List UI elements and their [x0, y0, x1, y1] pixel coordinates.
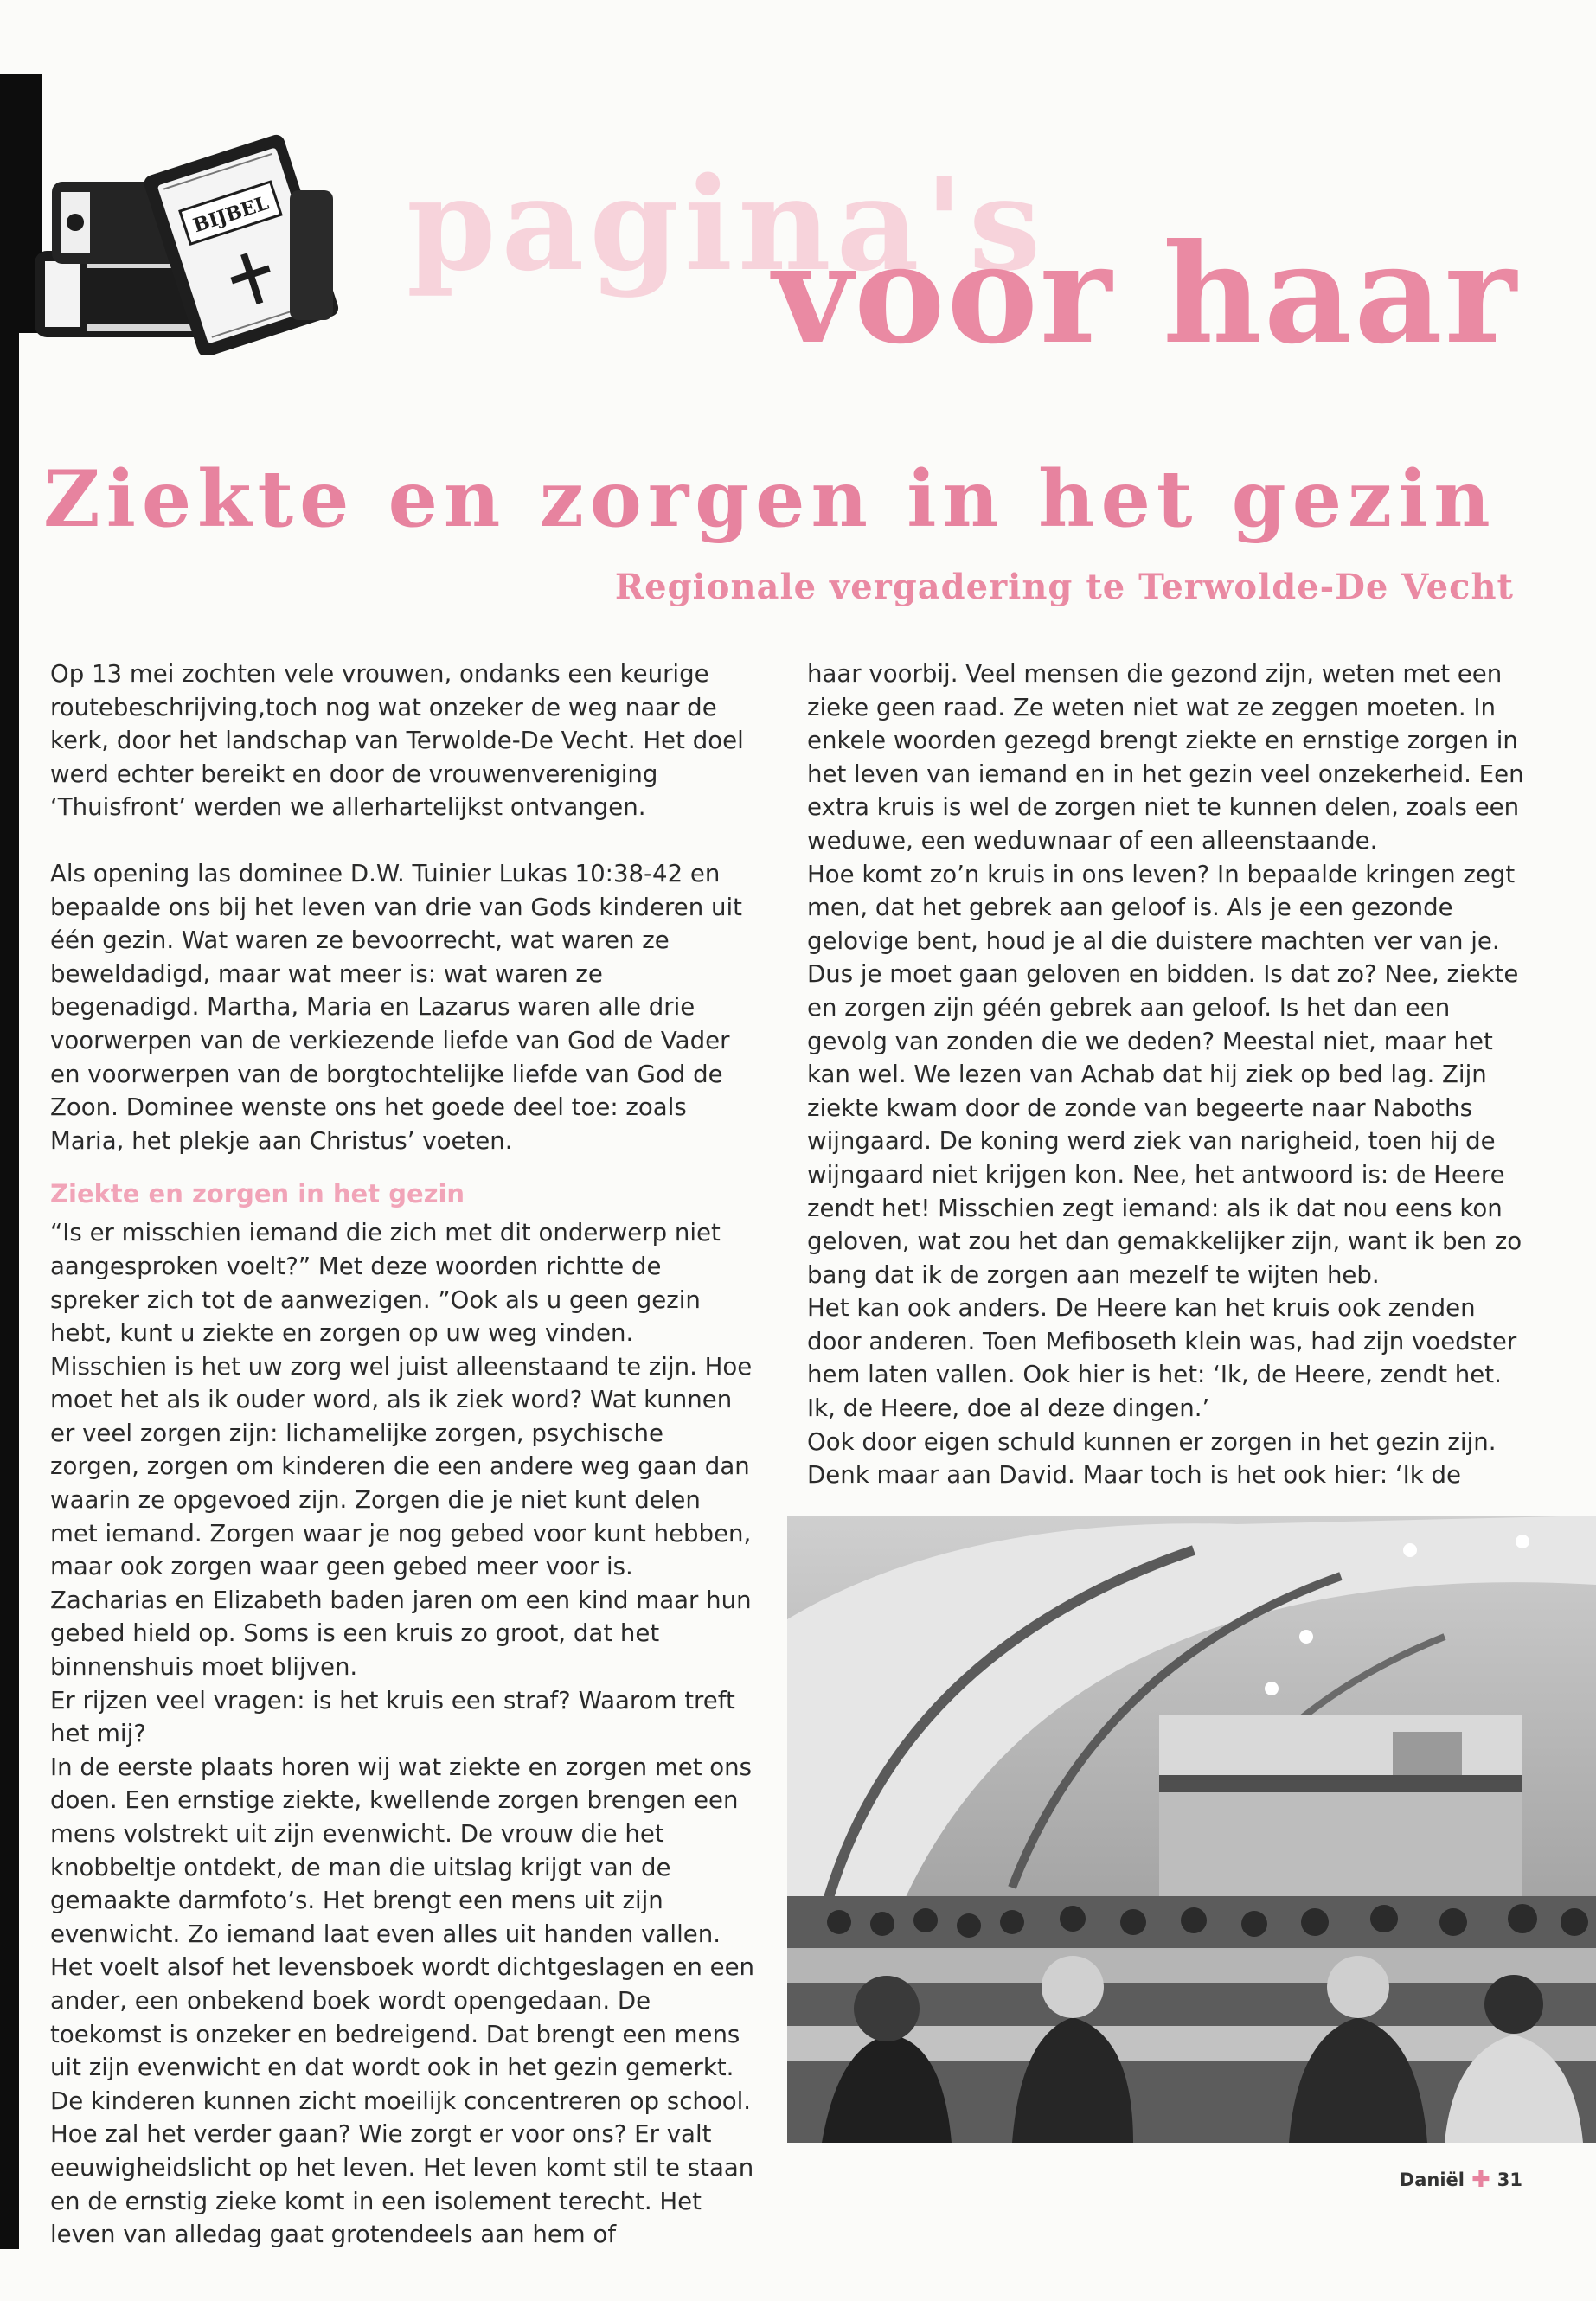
paragraph: Het kan ook anders. De Heere kan het kruis ook zenden door anderen. Toen Mefiboseth klein was, had zijn voedster hem laten vallen. Ook hier is het: ‘Ik, de Heere, zendt het. Ik, de Heere, doe al deze dingen.’: [807, 1293, 1517, 1423]
article-title: Ziekte en zorgen in het gezin: [43, 453, 1497, 545]
paragraph: Als opening las dominee D.W. Tuinier Lukas 10:38-42 en bepaalde ons bij het leven van drie van Gods kinderen uit één gezin. Wat waren ze bevoorrecht, wat waren ze beweldadigd, maar wat meer is: wat waren ze begenadigd. Martha, Maria en Lazarus waren alle drie voorwerpen van de verkiezende liefde van God de Vader en voorwerpen van de borgtochtelijke liefde van God de Zoon. Dominee wenste ons het goede deel toe: zoals Maria, het plekje aan Christus’ voeten.: [50, 858, 742, 1155]
paragraph: In de eerste plaats horen wij wat ziekte en zorgen met ons doen. Een ernstige ziekte, kwellende zorgen brengen een mens volstrekt uit zijn evenwicht. De vrouw die het knobbeltje ontdekt, de man die uitslag krijgt van de gemaakte darmfoto’s. Het brengt een mens uit zijn evenwicht. Zo iemand laat even alles uit handen vallen. Het voelt alsof het levensboek wordt dichtgeslagen en een ander, een onbekend boek wordt opengedaan. De toekomst is onzeker en bedreigend. Dat brengt een mens uit zijn evenwicht en dat wordt ook in het gezin gemerkt. De kinderen kunnen zicht moeilijk concentreren op school. Hoe zal het verder gaan? Wie zorgt er voor ons? Er valt eeuwigheidslicht op het leven. Het leven komt stil te staan en de ernstig zieke komt in een isolement terecht. Het leven van alledag gaat grotendeels aan hem of: [50, 1752, 755, 2249]
paragraph: Op 13 mei zochten vele vrouwen, ondanks een keurige routebeschrijving,toch nog wat onzeker de weg naar de kerk, door het landschap van Terwolde-De Vecht. Het doel werd echter bereikt en door de vrouwenvereniging ‘Thuisfront’ werden we allerhartelijkst ontvangen.: [50, 659, 744, 822]
article-left-column: [50, 657, 755, 2252]
paragraph: “Is er misschien iemand die zich met dit onderwerp niet aangesproken voelt?” Met deze woorden richtte de spreker zich tot de aanwezigen. ”Ook als u geen gezin hebt, kunt u ziekte en zorgen op uw weg vinden. Misschien is het uw zorg wel juist alleenstaand te zijn. Hoe moet het als ik ouder word, als ik ziek word? Wat kunnen er veel zorgen zijn: lichamelijke zorgen, psychische zorgen, zorgen om kinderen die een andere weg gaan dan waarin ze opgevoed zijn. Zorgen die je niet kunt delen met iemand. Zorgen waar je nog gebed voor kunt hebben, maar ook zorgen waar geen gebed meer voor is. Zacharias en Elizabeth baden jaren om een kind maar hun gebed hield op. Soms is een kruis zo groot, dat het binnenshuis moet blijven.: [50, 1218, 753, 1682]
section-heading: Ziekte en zorgen in het gezin: [50, 1179, 465, 1209]
paragraph: Ook door eigen schuld kunnen er zorgen in het gezin zijn. Denk maar aan David. Maar toch is het ook hier: ‘Ik de: [807, 1426, 1497, 1490]
paragraph: haar voorbij. Veel mensen die gezond zijn, weten met een zieke geen raad. Ze weten niet wat ze zeggen moeten. In enkele woorden gezegd brengt ziekte en ernstige zorgen in het leven van iemand en in het gezin veel onzekerheid. Een extra kruis is wel de zorgen niet te kunnen delen, zoals een weduwe, een weduwnaar of een alleenstaande.: [807, 659, 1524, 855]
masthead-pagina: pagina's: [407, 149, 1047, 299]
magazine-name: Daniël: [1399, 2170, 1465, 2190]
paragraph: Hoe komt zo’n kruis in ons leven? In bepaalde kringen zegt men, dat het gebrek aan geloof is. Als je een gezonde gelovige bent, houd je al die duistere machten ver van je. Dus je moet gaan geloven en bidden. Is dat zo? Nee, ziekte en zorgen zijn géén gebrek aan geloof. Is het dan een gevolg van zonden die we deden? Meestal niet, maar het kan wel. We lezen van Achab dat hij ziek op bed lag. Zijn ziekte kwam door de zonde van begeerte naar Naboths wijngaard. De koning werd ziek van narigheid, toen hij de wijngaard niet krijgen kon. Nee, het antwoord is: de Heere zendt het! Misschien zegt iemand: als ik dat nou eens kon geloven, wat zou het dan gemakkelijker zijn, want ik ben zo bang dat ik de zorgen aan mezelf te wijten heb.: [807, 859, 1522, 1289]
masthead-voor-haar: voor haar: [772, 215, 1518, 375]
paragraph: Er rijzen veel vragen: is het kruis een straf? Waarom treft het mij?: [50, 1685, 735, 1748]
church-meeting-photo: [787, 1516, 1596, 2143]
article-right-column: [807, 657, 1525, 1492]
cross-icon: ✚: [1471, 2167, 1490, 2193]
book-spine-text: BIJBEL: [190, 191, 272, 238]
page-footer: [1400, 2167, 1522, 2193]
article-subtitle: Regionale vergadering te Terwolde-De Vecht: [614, 567, 1514, 607]
bible-books-icon: [26, 130, 372, 355]
scan-edge-bar: [0, 74, 19, 2249]
page-number: 31: [1497, 2170, 1522, 2190]
